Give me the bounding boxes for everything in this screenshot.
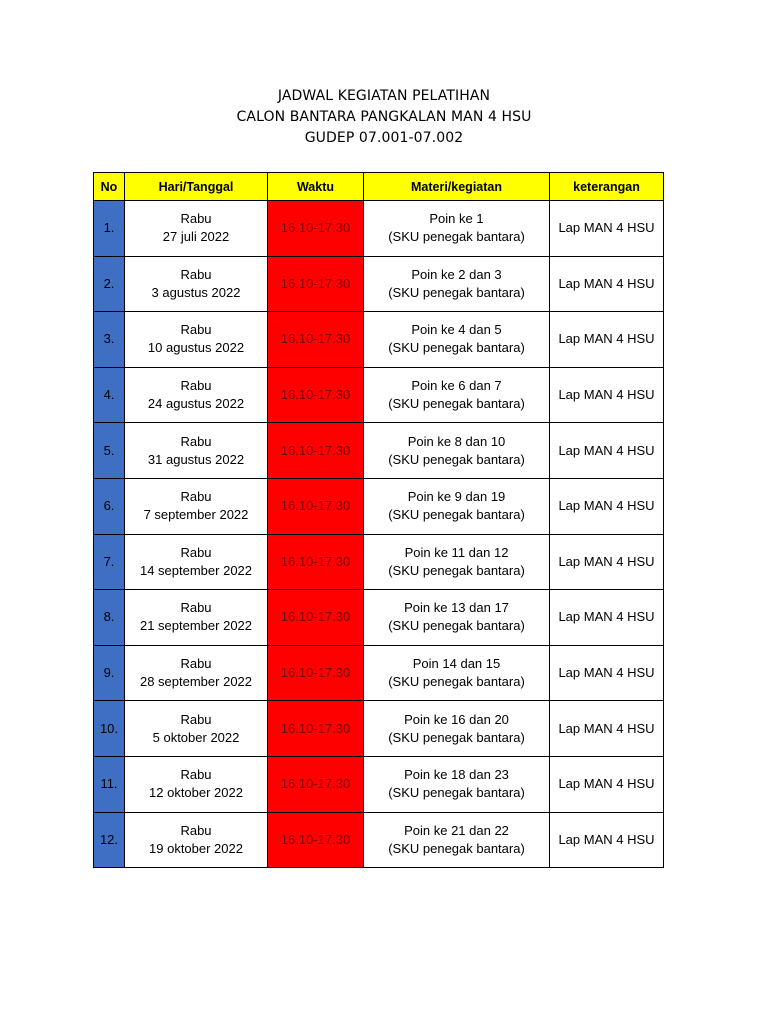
title-line-2: CALON BANTARA PANGKALAN MAN 4 HSU [236, 109, 532, 125]
row-number: 2. [94, 256, 125, 312]
row-materi [364, 478, 550, 534]
row-materi [364, 256, 550, 312]
row-materi-sku: (SKU penegak bantara) [388, 507, 525, 523]
row-materi-poin: Poin ke 8 dan 10 [407, 433, 506, 449]
row-materi-poin: Poin ke 16 dan 20 [404, 711, 509, 727]
row-hari-tanggal [125, 534, 268, 590]
row-waktu: 16.10-17.30 [268, 534, 364, 590]
row-materi-sku: (SKU penegak bantara) [388, 618, 525, 634]
row-number: 12. [94, 812, 125, 868]
row-keterangan: Lap MAN 4 HSU [550, 590, 664, 646]
row-day: Rabu [180, 822, 212, 838]
row-date: 3 agustus 2022 [151, 284, 241, 300]
row-waktu: 16.10-17.30 [268, 701, 364, 757]
header-no: No [94, 173, 125, 201]
row-hari-tanggal [125, 590, 268, 646]
row-materi-poin: Poin ke 13 dan 17 [404, 600, 509, 616]
row-day: Rabu [180, 489, 212, 505]
row-date: 19 oktober 2022 [149, 840, 243, 856]
row-keterangan: Lap MAN 4 HSU [550, 256, 664, 312]
row-materi-sku: (SKU penegak bantara) [388, 562, 525, 578]
row-hari-tanggal [125, 756, 268, 812]
row-materi [364, 367, 550, 423]
row-materi-sku: (SKU penegak bantara) [388, 674, 525, 690]
row-keterangan: Lap MAN 4 HSU [550, 756, 664, 812]
row-number: 4. [94, 367, 125, 423]
row-materi-poin: Poin 14 dan 15 [412, 656, 501, 672]
table-row [94, 534, 664, 590]
row-number: 5. [94, 423, 125, 479]
table-row [94, 812, 664, 868]
row-date: 10 agustus 2022 [147, 340, 245, 356]
row-keterangan: Lap MAN 4 HSU [550, 645, 664, 701]
row-number: 9. [94, 645, 125, 701]
row-keterangan: Lap MAN 4 HSU [550, 201, 664, 257]
row-waktu: 16.10-17.30 [268, 812, 364, 868]
row-materi-sku: (SKU penegak bantara) [388, 229, 525, 245]
row-date: 27 juli 2022 [162, 229, 230, 245]
row-waktu: 16.10-17.30 [268, 312, 364, 368]
row-waktu: 16.10-17.30 [268, 645, 364, 701]
row-hari-tanggal [125, 701, 268, 757]
row-keterangan: Lap MAN 4 HSU [550, 312, 664, 368]
row-number: 3. [94, 312, 125, 368]
row-hari-tanggal [125, 478, 268, 534]
row-materi-poin: Poin ke 2 dan 3 [411, 266, 502, 282]
row-waktu: 16.10-17.30 [268, 478, 364, 534]
table-row [94, 590, 664, 646]
row-date: 12 oktober 2022 [149, 785, 243, 801]
row-materi-sku: (SKU penegak bantara) [388, 729, 525, 745]
row-materi [364, 645, 550, 701]
document-title [0, 86, 768, 149]
row-date: 21 september 2022 [139, 618, 253, 634]
row-number: 7. [94, 534, 125, 590]
row-day: Rabu [180, 322, 212, 338]
header-waktu: Waktu [268, 173, 364, 201]
row-materi [364, 812, 550, 868]
row-materi-sku: (SKU penegak bantara) [388, 785, 525, 801]
row-keterangan: Lap MAN 4 HSU [550, 701, 664, 757]
row-materi-poin: Poin ke 6 dan 7 [411, 378, 502, 394]
row-waktu: 16.10-17.30 [268, 756, 364, 812]
header-materi: Materi/kegiatan [364, 173, 550, 201]
table-row [94, 256, 664, 312]
row-day: Rabu [180, 711, 212, 727]
row-keterangan: Lap MAN 4 HSU [550, 812, 664, 868]
row-hari-tanggal [125, 423, 268, 479]
title-line-3: GUDEP 07.001-07.002 [304, 130, 464, 146]
row-number: 11. [94, 756, 125, 812]
row-date: 7 september 2022 [143, 507, 249, 523]
row-materi-sku: (SKU penegak bantara) [388, 396, 525, 412]
row-day: Rabu [180, 767, 212, 783]
row-number: 6. [94, 478, 125, 534]
row-materi-poin: Poin ke 11 dan 12 [404, 544, 509, 560]
row-materi-poin: Poin ke 9 dan 19 [407, 489, 506, 505]
row-keterangan: Lap MAN 4 HSU [550, 423, 664, 479]
row-materi-sku: (SKU penegak bantara) [388, 340, 525, 356]
table-row [94, 478, 664, 534]
row-materi-sku: (SKU penegak bantara) [388, 284, 525, 300]
row-waktu: 16.10-17.30 [268, 256, 364, 312]
row-hari-tanggal [125, 812, 268, 868]
row-materi [364, 201, 550, 257]
row-hari-tanggal [125, 645, 268, 701]
table-row [94, 756, 664, 812]
table-row [94, 201, 664, 257]
row-date: 14 september 2022 [139, 562, 253, 578]
row-materi [364, 312, 550, 368]
row-day: Rabu [180, 378, 212, 394]
row-keterangan: Lap MAN 4 HSU [550, 534, 664, 590]
row-day: Rabu [180, 433, 212, 449]
row-materi-sku: (SKU penegak bantara) [388, 840, 525, 856]
header-hari-tanggal: Hari/Tanggal [125, 173, 268, 201]
title-line-1: JADWAL KEGIATAN PELATIHAN [277, 88, 491, 104]
row-materi [364, 423, 550, 479]
table-row [94, 423, 664, 479]
row-materi-poin: Poin ke 4 dan 5 [411, 322, 502, 338]
row-materi [364, 590, 550, 646]
row-day: Rabu [180, 211, 212, 227]
row-keterangan: Lap MAN 4 HSU [550, 478, 664, 534]
row-hari-tanggal [125, 256, 268, 312]
row-day: Rabu [180, 656, 212, 672]
row-number: 10. [94, 701, 125, 757]
row-materi [364, 534, 550, 590]
row-waktu: 16.10-17.30 [268, 367, 364, 423]
schedule-body [94, 201, 664, 868]
row-day: Rabu [180, 266, 212, 282]
row-waktu: 16.10-17.30 [268, 423, 364, 479]
row-number: 1. [94, 201, 125, 257]
row-hari-tanggal [125, 201, 268, 257]
row-materi [364, 756, 550, 812]
row-materi-sku: (SKU penegak bantara) [388, 451, 525, 467]
row-date: 31 agustus 2022 [147, 451, 245, 467]
row-hari-tanggal [125, 312, 268, 368]
header-keterangan: keterangan [550, 173, 664, 201]
row-date: 28 september 2022 [139, 674, 253, 690]
row-date: 5 oktober 2022 [152, 729, 240, 745]
row-keterangan: Lap MAN 4 HSU [550, 367, 664, 423]
row-date: 24 agustus 2022 [147, 396, 245, 412]
table-row [94, 701, 664, 757]
row-materi-poin: Poin ke 1 [429, 211, 484, 227]
row-number: 8. [94, 590, 125, 646]
row-materi-poin: Poin ke 18 dan 23 [404, 767, 509, 783]
row-materi-poin: Poin ke 21 dan 22 [404, 822, 509, 838]
row-day: Rabu [180, 544, 212, 560]
table-row [94, 312, 664, 368]
schedule-table [93, 172, 664, 868]
row-waktu: 16.10-17.30 [268, 590, 364, 646]
row-day: Rabu [180, 600, 212, 616]
row-materi [364, 701, 550, 757]
table-header-row [94, 173, 664, 201]
row-hari-tanggal [125, 367, 268, 423]
table-row [94, 367, 664, 423]
row-waktu: 16.10-17.30 [268, 201, 364, 257]
table-row [94, 645, 664, 701]
